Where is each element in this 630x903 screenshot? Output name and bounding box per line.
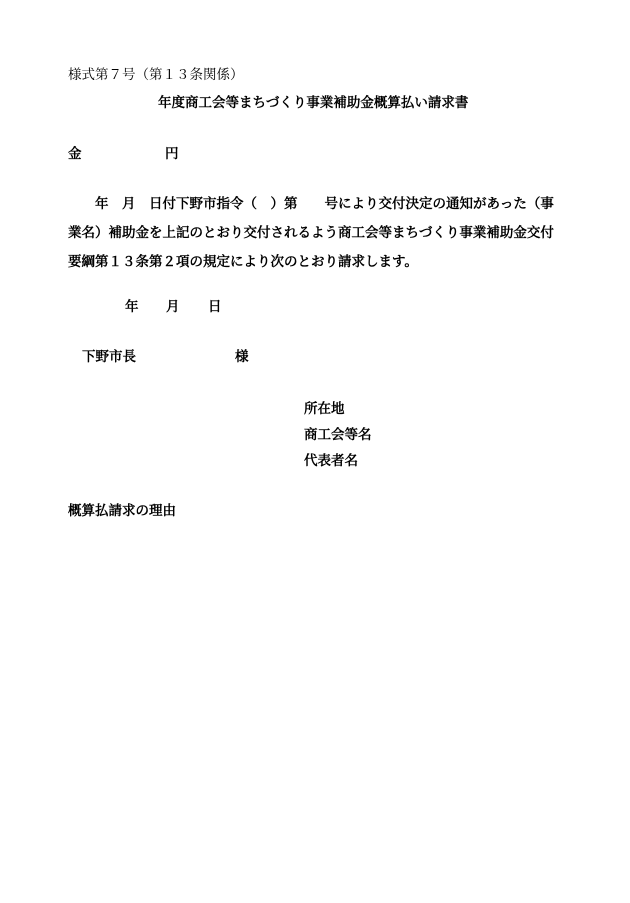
form-number: 様式第７号（第１３条関係）	[68, 67, 244, 83]
addressee-name: 下野市長	[82, 349, 136, 365]
request-body-line-3: 要綱第１３条第２項の規定により次のとおり請求します。	[68, 254, 418, 270]
date-year-label: 年	[125, 299, 139, 315]
date-month-label: 月	[166, 299, 180, 315]
applicant-org-name-label: 商工会等名	[304, 427, 372, 443]
addressee-honorific: 様	[235, 349, 249, 365]
document-title: 年度商工会等まちづくり事業補助金概算払い請求書	[158, 95, 469, 111]
amount-kin-label: 金	[68, 146, 82, 162]
applicant-representative-label: 代表者名	[304, 453, 358, 469]
request-body-line-1: 年 月 日付下野市指令（ ）第 号により交付決定の通知があった（事	[68, 196, 554, 212]
request-body-line-2: 業名）補助金を上記のとおり交付されるよう商工会等まちづくり事業補助金交付	[68, 225, 554, 241]
request-body	[68, 190, 572, 277]
amount-en-label: 円	[165, 146, 179, 162]
applicant-location-label: 所在地	[304, 401, 345, 417]
date-day-label: 日	[208, 299, 222, 315]
reason-label: 概算払請求の理由	[68, 503, 176, 519]
